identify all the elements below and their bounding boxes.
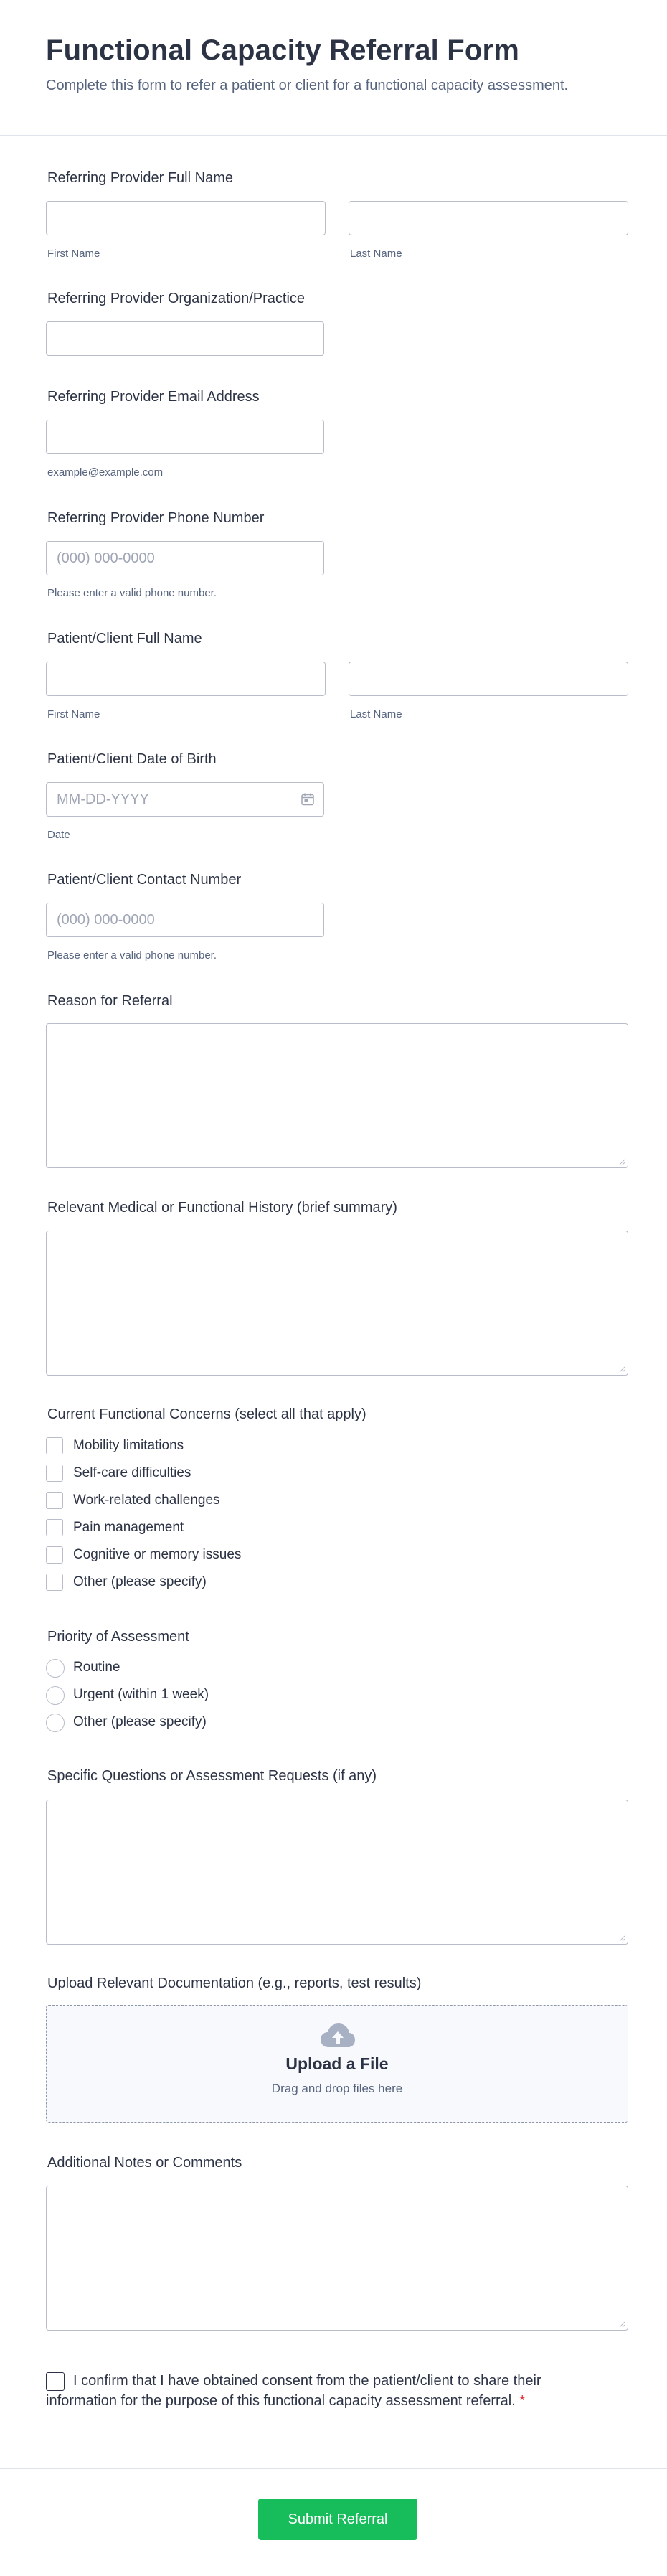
concern-option-label: Work-related challenges: [73, 1493, 220, 1508]
concern-option-label: Cognitive or memory issues: [73, 1547, 242, 1562]
patient-dob-label: Patient/Client Date of Birth: [47, 751, 217, 767]
priority-option-label: Other (please specify): [73, 1714, 207, 1729]
patient-first-name-input[interactable]: [46, 662, 326, 696]
provider-last-name-sublabel: Last Name: [350, 248, 402, 260]
history-label: Relevant Medical or Functional History (brief summary): [47, 1200, 397, 1216]
resize-handle-icon[interactable]: [618, 1158, 625, 1165]
provider-phone-input[interactable]: [46, 541, 324, 575]
cloud-upload-icon: [320, 2023, 356, 2049]
concerns-label: Current Functional Concerns (select all that apply): [47, 1406, 366, 1422]
patient-phone-placeholder: (000) 000-0000: [57, 912, 155, 928]
provider-first-name-input[interactable]: [46, 201, 326, 235]
provider-last-name-input[interactable]: [349, 201, 628, 235]
resize-handle-icon[interactable]: [618, 2321, 625, 2328]
provider-email-sublabel: example@example.com: [47, 466, 164, 479]
provider-phone-sublabel: Please enter a valid phone number.: [47, 587, 217, 599]
radio-button[interactable]: [46, 1714, 65, 1732]
upload-title: Upload a File: [285, 2054, 389, 2073]
patient-dob-input[interactable]: [46, 782, 324, 817]
history-textarea[interactable]: [46, 1231, 628, 1376]
provider-phone-placeholder: (000) 000-0000: [57, 550, 155, 566]
upload-subtitle: Drag and drop files here: [271, 2082, 403, 2095]
notes-textarea[interactable]: [46, 2186, 628, 2331]
patient-phone-sublabel: Please enter a valid phone number.: [47, 949, 217, 962]
provider-email-input[interactable]: [46, 420, 324, 454]
submit-button[interactable]: Submit Referral: [258, 2499, 417, 2540]
patient-last-name-input[interactable]: [349, 662, 628, 696]
reason-label: Reason for Referral: [47, 993, 173, 1009]
upload-label: Upload Relevant Documentation (e.g., reports, test results): [47, 1975, 422, 1991]
calendar-icon[interactable]: [301, 792, 315, 807]
form-subtitle: Complete this form to refer a patient or client for a functional capacity assessment.: [46, 77, 569, 93]
priority-option-label: Routine: [73, 1660, 120, 1675]
provider-name-label: Referring Provider Full Name: [47, 170, 233, 186]
patient-dob-placeholder: MM-DD-YYYY: [57, 791, 149, 807]
checkbox[interactable]: [46, 1574, 63, 1591]
required-asterisk: *: [519, 2393, 526, 2409]
form-header: [0, 0, 667, 136]
reason-textarea[interactable]: [46, 1023, 628, 1168]
checkbox[interactable]: [46, 1437, 63, 1454]
resize-handle-icon[interactable]: [618, 1365, 625, 1373]
radio-button[interactable]: [46, 1659, 65, 1678]
priority-label: Priority of Assessment: [47, 1629, 189, 1645]
provider-org-label: Referring Provider Organization/Practice: [47, 291, 306, 306]
questions-textarea[interactable]: [46, 1800, 628, 1945]
patient-last-name-sublabel: Last Name: [350, 708, 402, 720]
consent-label: [46, 2371, 548, 2411]
consent-text: I confirm that I have obtained consent from the patient/client to share their information for the purpose of this functional capacity assessment referral.: [46, 2373, 541, 2409]
provider-first-name-sublabel: First Name: [47, 248, 100, 260]
provider-org-input[interactable]: [46, 321, 324, 356]
form-title: Functional Capacity Referral Form: [46, 34, 520, 66]
checkbox[interactable]: [46, 1519, 63, 1536]
concern-option-label: Pain management: [73, 1520, 184, 1535]
patient-dob-sublabel: Date: [47, 829, 70, 841]
priority-option-label: Urgent (within 1 week): [73, 1687, 209, 1702]
concern-option-label: Mobility limitations: [73, 1438, 184, 1453]
patient-name-label: Patient/Client Full Name: [47, 631, 202, 647]
footer-divider: [0, 2468, 667, 2469]
checkbox[interactable]: [46, 1492, 63, 1509]
resize-handle-icon[interactable]: [618, 1935, 625, 1942]
notes-label: Additional Notes or Comments: [47, 2155, 242, 2171]
checkbox[interactable]: [46, 1465, 63, 1482]
concern-option-label: Other (please specify): [73, 1574, 207, 1589]
provider-phone-label: Referring Provider Phone Number: [47, 510, 265, 526]
radio-button[interactable]: [46, 1686, 65, 1705]
questions-label: Specific Questions or Assessment Requests (if any): [47, 1768, 377, 1784]
checkbox[interactable]: [46, 1546, 63, 1564]
concern-option-label: Self-care difficulties: [73, 1465, 191, 1480]
provider-email-label: Referring Provider Email Address: [47, 389, 260, 405]
patient-first-name-sublabel: First Name: [47, 708, 100, 720]
file-upload-dropzone[interactable]: [46, 2005, 628, 2123]
patient-phone-input[interactable]: [46, 903, 324, 937]
patient-phone-label: Patient/Client Contact Number: [47, 872, 242, 888]
